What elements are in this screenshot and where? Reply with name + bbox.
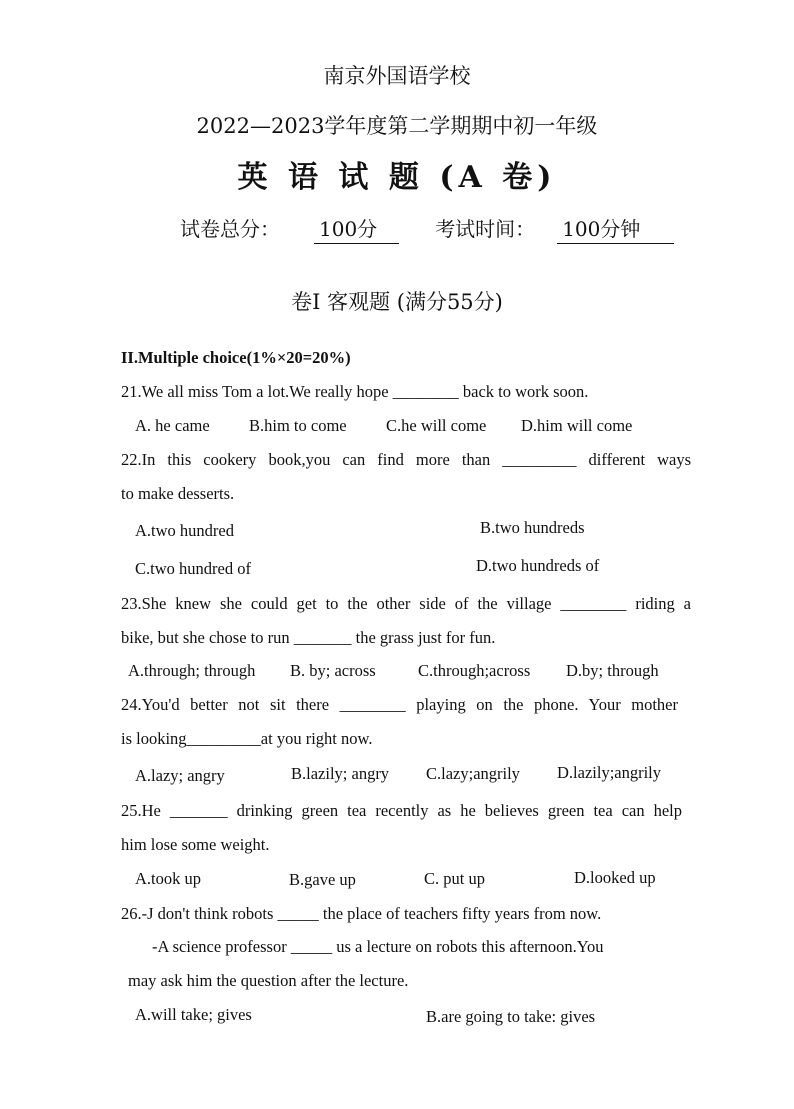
q25-option-a: A.took up [135, 869, 201, 888]
question-26-stem-line3: may ask him the question after the lecture. [128, 971, 409, 990]
q26-option-b: B.are going to take: gives [426, 1007, 596, 1026]
total-score-label: 试卷总分： [180, 217, 280, 241]
total-score-value: 100分 [314, 213, 399, 244]
question-22-stem-line1: 22.In this cookery book,you can find more than _________ different ways [121, 450, 691, 469]
school-name: 南京外国语学校 [323, 64, 471, 88]
q21-option-b: B.him to come [249, 416, 347, 435]
q26-option-a: A.will take; gives [135, 1005, 252, 1024]
question-23-stem-line2: bike, but she chose to run _______ the grass just for fun. [121, 628, 496, 647]
exam-title: 英 语 试 题 (A 卷) [237, 160, 557, 195]
question-22-stem-line2: to make desserts. [121, 484, 235, 503]
q22-option-a: A.two hundred [135, 521, 234, 540]
q24-option-d: D.lazily;angrily [557, 763, 662, 782]
question-24-stem-line1: 24.You'd better not sit there ________ playing on the phone. Your mother [121, 695, 678, 714]
q21-option-c: C.he will come [386, 416, 487, 435]
q23-option-b: B. by; across [290, 661, 376, 680]
question-21-stem: 21.We all miss Tom a lot.We really hope ________ back to work soon. [121, 382, 589, 401]
q21-option-d: D.him will come [521, 416, 633, 435]
question-25-stem-line1: 25.He _______ drinking green tea recently as he believes green tea can help [121, 801, 682, 820]
q22-option-c: C.two hundred of [135, 559, 251, 578]
part-heading: 卷Ⅰ 客观题 (满分55分) [291, 290, 503, 314]
q22-option-d: D.two hundreds of [476, 556, 600, 575]
q25-option-b: B.gave up [289, 870, 356, 889]
term-title: 2022—2023学年度第二学期期中初一年级 [196, 114, 598, 138]
question-26-stem-line2: -A science professor _____ us a lecture on robots this afternoon.You [152, 937, 604, 956]
q24-option-b: B.lazily; angry [291, 764, 390, 783]
score-time-row [180, 213, 674, 244]
question-24-stem-line2: is looking_________at you right now. [121, 729, 373, 748]
q23-option-d: D.by; through [566, 661, 659, 680]
question-26-stem-line1: 26.-J don't think robots _____ the place of teachers fifty years from now. [121, 904, 602, 923]
q24-option-c: C.lazy;angrily [426, 764, 520, 783]
exam-time-label: 考试时间： [435, 217, 536, 241]
q24-option-a: A.lazy; angry [135, 766, 225, 785]
exam-time-value: 100分钟 [557, 213, 674, 244]
q21-option-a: A. he came [135, 416, 210, 435]
q23-option-c: C.through;across [418, 661, 531, 680]
q25-option-d: D.looked up [574, 868, 656, 887]
question-23-stem-line1: 23.She knew she could get to the other side of the village ________ riding a [121, 594, 691, 613]
q22-option-b: B.two hundreds [480, 518, 585, 537]
q23-option-a: A.through; through [128, 661, 256, 680]
section-title: II.Multiple choice(1%×20=20%) [121, 348, 351, 367]
question-25-stem-line2: him lose some weight. [121, 835, 270, 854]
q25-option-c: C. put up [424, 869, 485, 888]
